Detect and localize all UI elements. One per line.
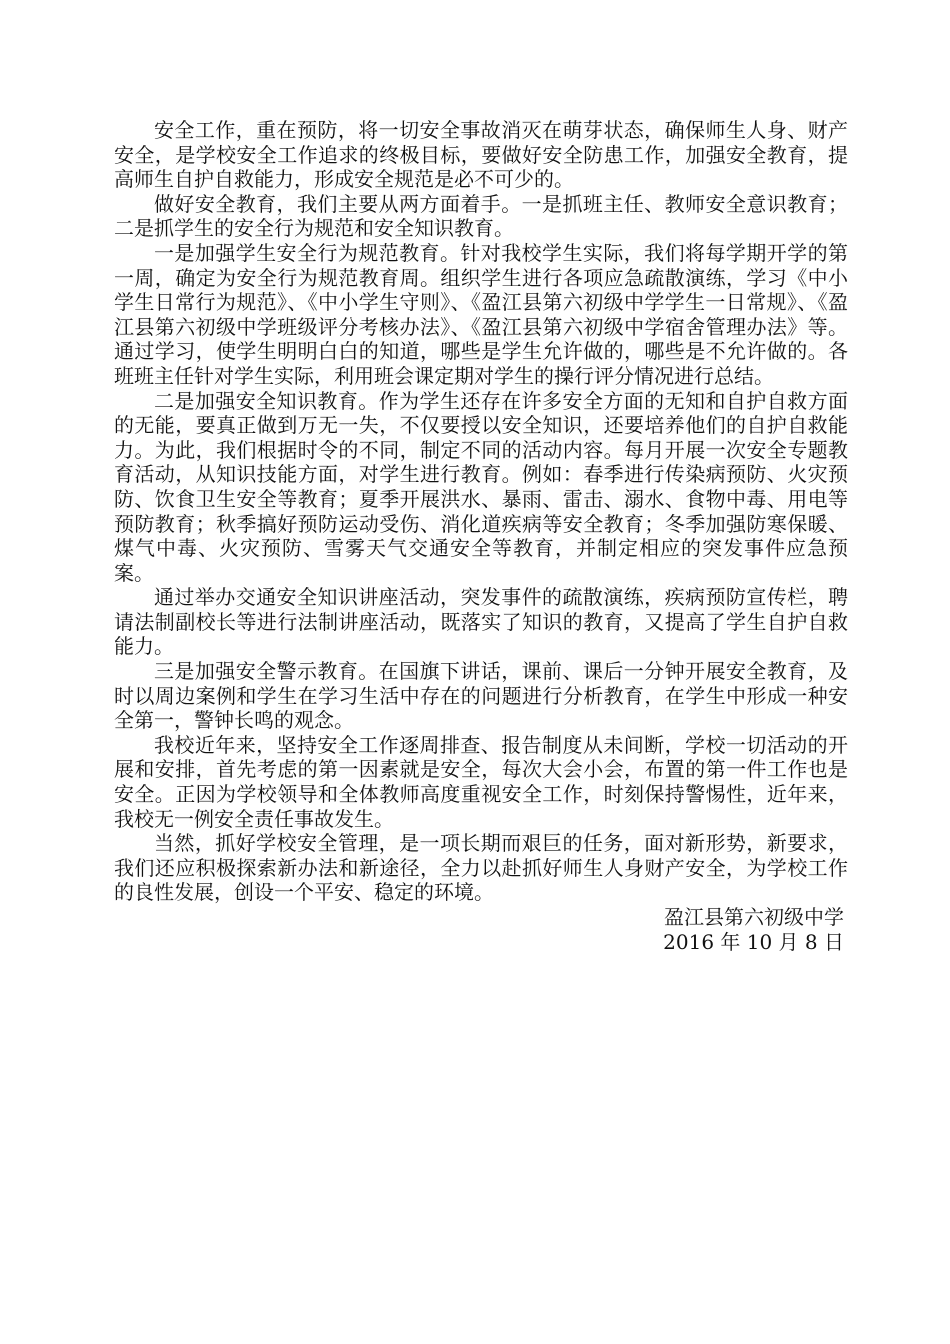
paragraph-8: 当然，抓好学校安全管理，是一项长期而艰巨的任务，面对新形势，新要求，我们还应积极探索新办法和新途径，全力以赴抓好师生人身财产安全，为学校工作的良性发展，创设一个平安、稳定的环境。 [114,831,848,905]
signature-organization: 盈江县第六初级中学 [664,905,844,929]
signature-date: 2016 年 10 月 8 日 [663,929,844,954]
paragraph-3: 一是加强学生安全行为规范教育。针对我校学生实际，我们将每学期开学的第一周，确定为安全行为规范教育周。组织学生进行各项应急疏散演练，学习《中小学生日常行为规范》、《中小学生守则》、《盈江县第六初级中学学生一日常规》、《盈江县第六初级中学班级评分考核办法》、《盈江县第六初级中学宿舍管理办法》等。通过学习，使学生明明白白的知道，哪些是学生允许做的，哪些是不允许做的。各班班主任针对学生实际，利用班会课定期对学生的操行评分情况进行总结。 [114,240,848,388]
paragraph-6: 三是加强安全警示教育。在国旗下讲话，课前、课后一分钟开展安全教育，及时以周边案例和学生在学习生活中存在的问题进行分析教育，在学生中形成一种安全第一，警钟长鸣的观念。 [114,659,848,733]
document-body [114,118,848,954]
signature-block [114,905,848,954]
paragraph-2: 做好安全教育，我们主要从两方面着手。一是抓班主任、教师安全意识教育；二是抓学生的安全行为规范和安全知识教育。 [114,191,848,241]
paragraph-1: 安全工作，重在预防，将一切安全事故消灭在萌芽状态，确保师生人身、财产安全，是学校安全工作追求的终极目标，要做好安全防患工作，加强安全教育，提高师生自护自救能力，形成安全规范是必不可少的。 [114,118,848,192]
paragraph-5: 通过举办交通安全知识讲座活动，突发事件的疏散演练，疾病预防宣传栏，聘请法制副校长等进行法制讲座活动，既落实了知识的教育，又提高了学生自护自救能力。 [114,585,848,659]
paragraph-4: 二是加强安全知识教育。作为学生还存在许多安全方面的无知和自护自救方面的无能，要真正做到万无一失，不仅要授以安全知识，还要培养他们的自护自救能力。为此，我们根据时令的不同，制定不同的活动内容。每月开展一次安全专题教育活动，从知识技能方面，对学生进行教育。例如：春季进行传染病预防、火灾预防、饮食卫生安全等教育；夏季开展洪水、暴雨、雷击、溺水、食物中毒、用电等预防教育；秋季搞好预防运动受伤、消化道疾病等安全教育；冬季加强防寒保暖、煤气中毒、火灾预防、雪雾天气交通安全等教育，并制定相应的突发事件应急预案。 [114,388,848,585]
paragraph-7: 我校近年来，坚持安全工作逐周排查、报告制度从未间断，学校一切活动的开展和安排，首先考虑的第一因素就是安全，每次大会小会，布置的第一件工作也是安全。正因为学校领导和全体教师高度重视安全工作，时刻保持警惕性，近年来，我校无一例安全责任事故发生。 [114,732,848,831]
